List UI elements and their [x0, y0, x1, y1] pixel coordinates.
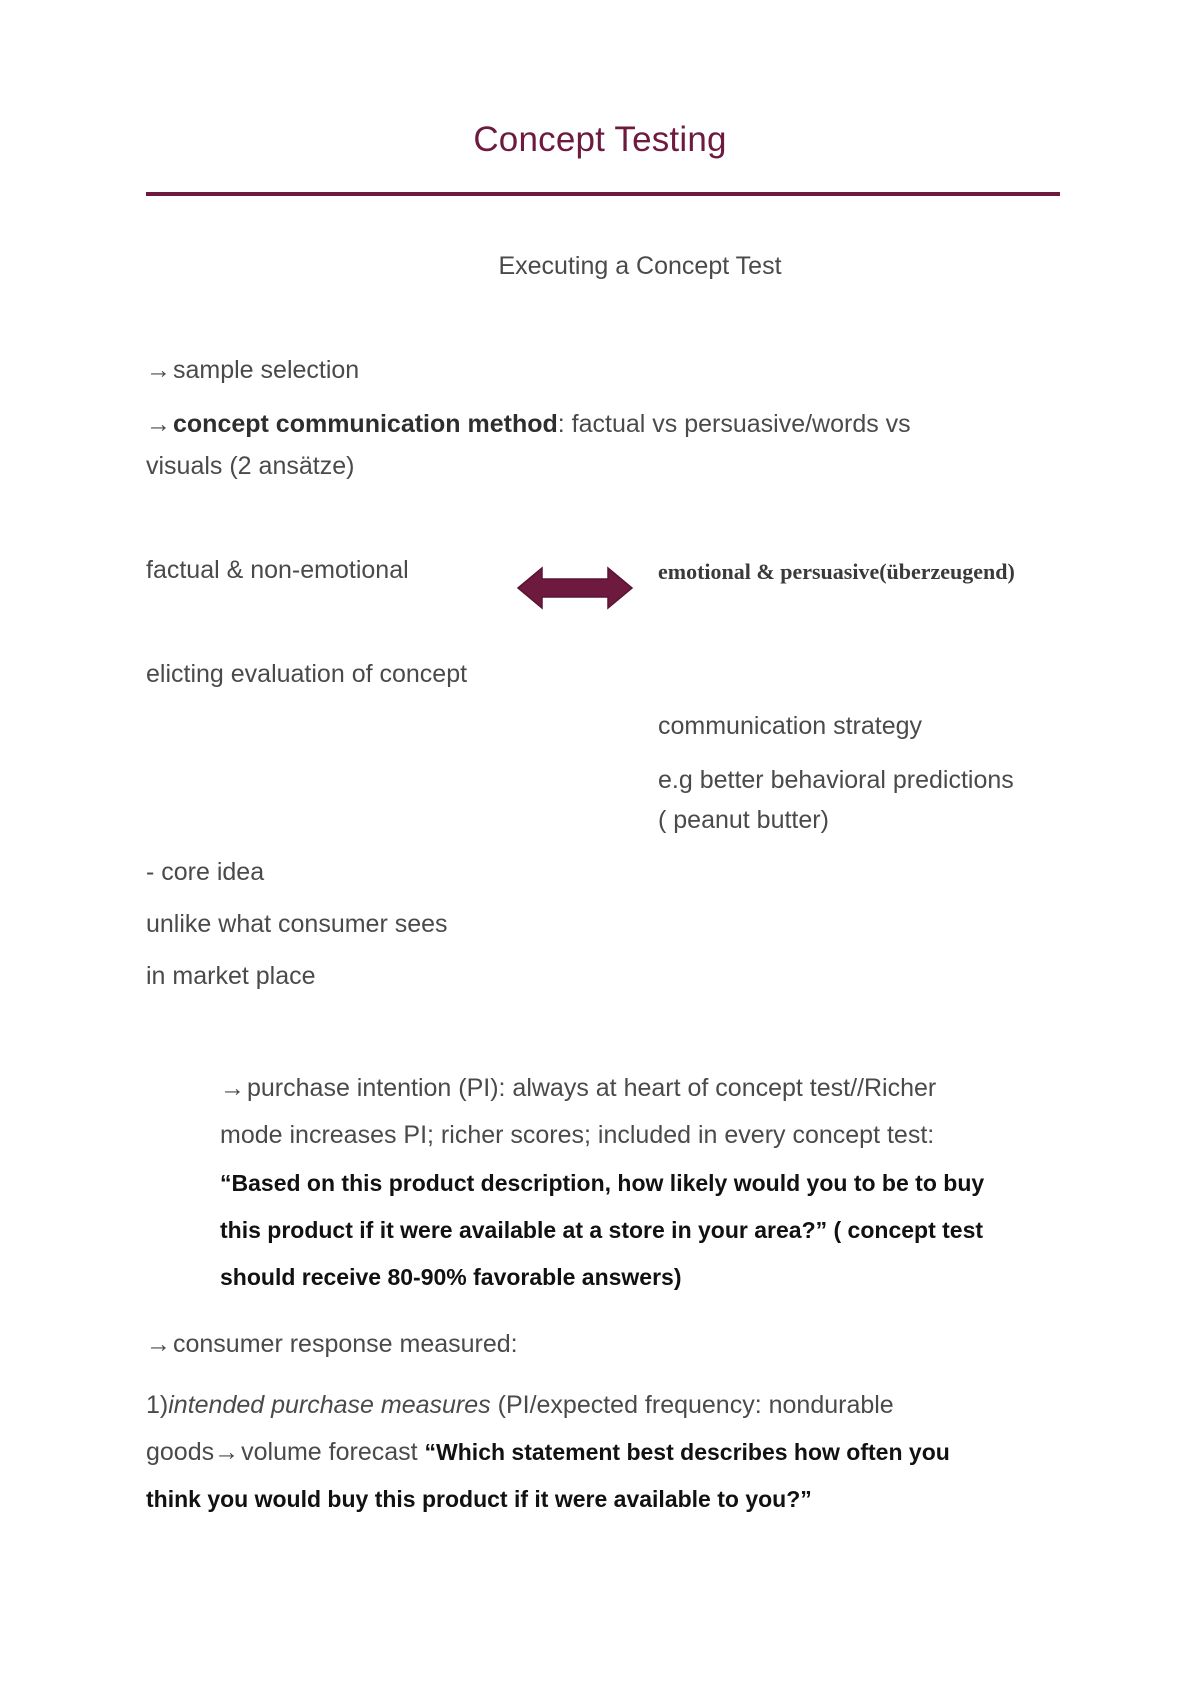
prediction-note: e.g better behavioral predictions: [658, 766, 1014, 794]
purchase-question-line-3: should receive 80-90% favorable answers): [220, 1264, 682, 1290]
right-arrow-icon: →: [146, 1330, 171, 1358]
right-arrow-icon: →: [146, 410, 171, 438]
purchase-intention-line-2: mode increases PI; richer scores; included in every concept test:: [220, 1121, 935, 1149]
right-arrow-icon: →: [146, 356, 171, 384]
right-arrow-icon: →: [214, 1438, 240, 1466]
bullet-sample-selection: →sample selection: [146, 356, 360, 384]
right-arrow-icon: →: [220, 1074, 245, 1102]
purchase-intention-line-1: →purchase intention (PI): always at heart of concept test//Richer: [220, 1074, 937, 1102]
intended-purchase-line-3: think you would buy this product if it were available to you?”: [146, 1486, 812, 1512]
core-idea-note: - core idea: [146, 858, 265, 886]
unlike-note: unlike what consumer sees: [146, 910, 448, 938]
purchase-question-line-2: this product if it were available at a store in your area?” ( concept test: [220, 1217, 984, 1243]
purchase-question-line-1: “Based on this product description, how likely would you to be to buy: [220, 1170, 985, 1196]
eliciting-note: elicting evaluation of concept: [146, 660, 468, 688]
intended-purchase-line-2: goods→volume forecast “Which statement best describes how often you: [146, 1438, 950, 1466]
page-subtitle: Executing a Concept Test: [498, 252, 782, 280]
prediction-example: ( peanut butter): [658, 806, 829, 834]
double-arrow-icon: [516, 564, 634, 612]
emotional-label: emotional & persuasive(überzeugend): [658, 559, 1015, 584]
strategy-note: communication strategy: [658, 712, 923, 740]
factual-label: factual & non-emotional: [146, 556, 409, 584]
communication-method-continuation: visuals (2 ansätze): [146, 452, 355, 480]
title-divider: [146, 192, 1060, 196]
page-title: Concept Testing: [473, 120, 727, 159]
market-note: in market place: [146, 962, 316, 990]
intended-purchase-line-1: 1)intended purchase measures (PI/expected frequency: nondurable: [146, 1391, 894, 1419]
consumer-response-heading: →consumer response measured:: [146, 1330, 518, 1358]
bullet-communication-method: →concept communication method: factual vs persuasive/words vs: [146, 410, 911, 438]
